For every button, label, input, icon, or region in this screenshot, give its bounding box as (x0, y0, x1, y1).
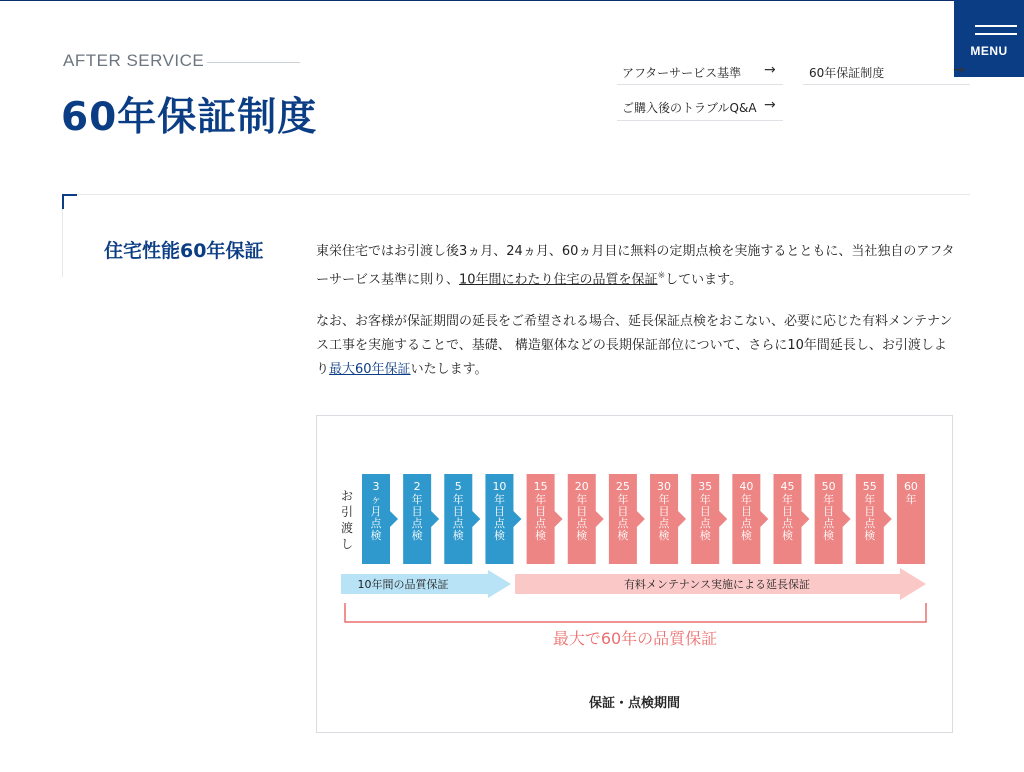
timeline-step-label-char: 検 (411, 529, 423, 542)
timeline-step-label-char: 年 (699, 493, 711, 506)
timeline-step-label (659, 492, 671, 542)
timeline-step-label-char: 目 (699, 505, 711, 518)
timeline-step-label-char: 年 (658, 493, 670, 506)
timeline-step-label-char: 点 (576, 517, 588, 530)
timeline-step-label-char: 年 (452, 493, 464, 506)
timeline-step-number: 35 (698, 480, 713, 493)
timeline-step-label-char: 点 (535, 517, 547, 530)
page-eyebrow: AFTER SERVICE (63, 51, 205, 70)
extension-paragraph (316, 310, 956, 382)
hamburger-icon-bar (975, 33, 1017, 35)
timeline-step-label-char: 目 (411, 505, 423, 518)
timeline-step-label-char: 月 (370, 505, 382, 518)
timeline-step-label (700, 492, 712, 542)
timeline-step-label-char: 点 (823, 517, 835, 530)
timeline-step-label-char: 目 (658, 505, 670, 518)
timeline-step-label-char: 年 (823, 493, 835, 506)
timeline-step-label-char: 検 (617, 529, 629, 542)
timeline-step-label-char: 目 (740, 505, 752, 518)
warranty-underline-text: 10年間にわたり住宅の品質を保証 (459, 272, 658, 288)
timeline-step-label-char: 検 (740, 529, 752, 542)
timeline-step-label-char: 年 (411, 493, 423, 506)
timeline-step-number: 60 (903, 480, 918, 493)
top-border (0, 0, 1024, 1)
timeline-step-number: 5 (454, 480, 462, 493)
intro-text: 東栄住宅ではお引渡し後3ヵ月、24ヵ月、60ヵ月目に無料の定期点検を実施するとともに、当社独自のアフターサービス基準に則り、 (316, 244, 955, 288)
timeline-step-label (535, 492, 547, 542)
timeline-step-number: 3 (372, 480, 380, 493)
page-title: 60年保証制度 (61, 95, 318, 140)
timeline-step-label-char: 目 (617, 505, 629, 518)
subnav-link-label: 60年保証制度 (809, 66, 885, 80)
timeline-step-label (453, 492, 465, 542)
warranty-diagram (316, 415, 953, 733)
handover-label-char: 引 (340, 505, 354, 519)
timeline-step-label-char: 目 (864, 505, 876, 518)
timeline-step-label-char: 年 (905, 493, 917, 506)
timeline-step-label-char: 検 (535, 529, 547, 542)
timeline-step-label-char: 検 (452, 529, 464, 542)
timeline-step-label (617, 492, 629, 542)
timeline-step-label (823, 492, 835, 542)
arrow-right-icon: → (953, 62, 965, 78)
quality-warranty-label: 10年間の品質保証 (357, 578, 449, 591)
section-divider (62, 194, 970, 195)
timeline-step-number: 25 (615, 480, 630, 493)
timeline-step-label-char: 年 (782, 493, 793, 506)
intro-text-end: しています。 (665, 272, 743, 288)
timeline-step-label-char: 点 (864, 517, 876, 530)
timeline-step-label-char: 点 (452, 517, 464, 530)
timeline-step-label-char: 年 (576, 493, 588, 506)
timeline-step-label-char: 検 (493, 529, 505, 542)
timeline-step-number: 10 (492, 480, 507, 493)
max-60-year-link[interactable]: 最大60年保証 (329, 362, 411, 377)
timeline-step-label (905, 492, 916, 506)
timeline-step-label (864, 492, 876, 542)
heading-side-line (62, 209, 63, 277)
timeline-step-label-char: 年 (617, 493, 629, 506)
max-warranty-bracket (345, 603, 926, 622)
timeline-step-number: 15 (533, 480, 548, 493)
timeline-step-label-char: 年 (493, 493, 505, 506)
subnav-link-after-service-standards[interactable] (617, 61, 783, 85)
timeline-step-label-char: 点 (740, 517, 752, 530)
timeline-step-label (371, 493, 383, 542)
intro-paragraph (316, 240, 956, 292)
menu-label: MENU (970, 44, 1008, 58)
handover-label-char: お (340, 489, 354, 503)
timeline-step-label-char: 検 (576, 529, 588, 542)
timeline-step-number: 55 (862, 480, 877, 493)
subnav-link-60-year-warranty[interactable] (803, 61, 970, 85)
timeline-step-label-char: 目 (823, 505, 835, 518)
footnote-mark: ※ (657, 271, 666, 281)
hamburger-icon (975, 25, 1017, 27)
timeline-step-label-char: 目 (452, 505, 464, 518)
timeline-step-number: 20 (574, 480, 589, 493)
max-warranty-label: 最大で60年の品質保証 (552, 629, 718, 648)
timeline-step-label-char: 点 (617, 517, 629, 530)
timeline-step-label-char: 目 (782, 505, 793, 518)
warranty-timeline-svg (317, 416, 952, 732)
timeline-step-number: 40 (739, 480, 754, 493)
timeline-step-number: 2 (413, 480, 421, 493)
subnav-link-trouble-qa[interactable] (617, 96, 783, 121)
timeline-step-number: 45 (780, 480, 795, 493)
timeline-step-label-char: 点 (493, 517, 505, 530)
timeline-step-label (412, 492, 424, 542)
timeline-step-label-char: ヶ (370, 493, 382, 506)
eyebrow-divider (207, 62, 300, 63)
timeline-step-number: 30 (657, 480, 672, 493)
timeline-step-label-char: 検 (864, 529, 876, 542)
timeline-step-label-char: 点 (370, 517, 382, 530)
timeline-step-label (782, 492, 794, 542)
subnav-link-label: ご購入後のトラブルQ&A (622, 101, 757, 115)
timeline-step-label (576, 492, 588, 542)
corner-accent-horizontal (62, 194, 77, 196)
timeline-step-label-char: 年 (864, 493, 876, 506)
timeline-step-label-char: 検 (823, 529, 835, 542)
handover-label (341, 489, 353, 551)
timeline-step-label-char: 検 (782, 529, 793, 542)
timeline-step-label-char: 点 (782, 517, 793, 530)
extended-warranty-label: 有料メンテナンス実施による延長保証 (623, 578, 811, 591)
subnav-link-label: アフターサービス基準 (622, 66, 742, 80)
extension-text: なお、お客様が保証期間の延長をご希望される場合、延長保証点検をおこない、必要に応じた有料メンテナンス工事を実施することで、基礎、 構造躯体などの長期保証部位について、さらに10年間延長し、お引渡しより (316, 314, 953, 377)
corner-accent-icon (62, 194, 64, 209)
timeline-step-number: 50 (821, 480, 836, 493)
handover-label-char: 渡 (340, 521, 354, 535)
timeline-step-label (741, 492, 753, 542)
timeline-step-label-char: 点 (411, 517, 423, 530)
arrow-right-icon: → (764, 62, 776, 78)
timeline-step-label-char: 年 (740, 493, 752, 506)
timeline-step-label-char: 検 (699, 529, 711, 542)
timeline-step-label-char: 目 (535, 505, 547, 518)
timeline-step-label-char: 点 (658, 517, 670, 530)
timeline-step-label-char: 検 (658, 529, 670, 542)
arrow-right-icon: → (764, 97, 776, 113)
timeline-step-label-char: 点 (699, 517, 711, 530)
timeline-step-label-char: 目 (576, 505, 588, 518)
diagram-caption: 保証・点検期間 (588, 696, 680, 711)
timeline-step-label-char: 検 (370, 529, 382, 542)
section-heading: 住宅性能60年保証 (104, 240, 264, 262)
timeline-step-label (494, 492, 506, 542)
handover-label-char: し (340, 537, 354, 551)
timeline-step-label-char: 目 (493, 505, 505, 518)
extension-text-end: いたします。 (410, 362, 488, 377)
timeline-step-label-char: 年 (535, 493, 547, 506)
